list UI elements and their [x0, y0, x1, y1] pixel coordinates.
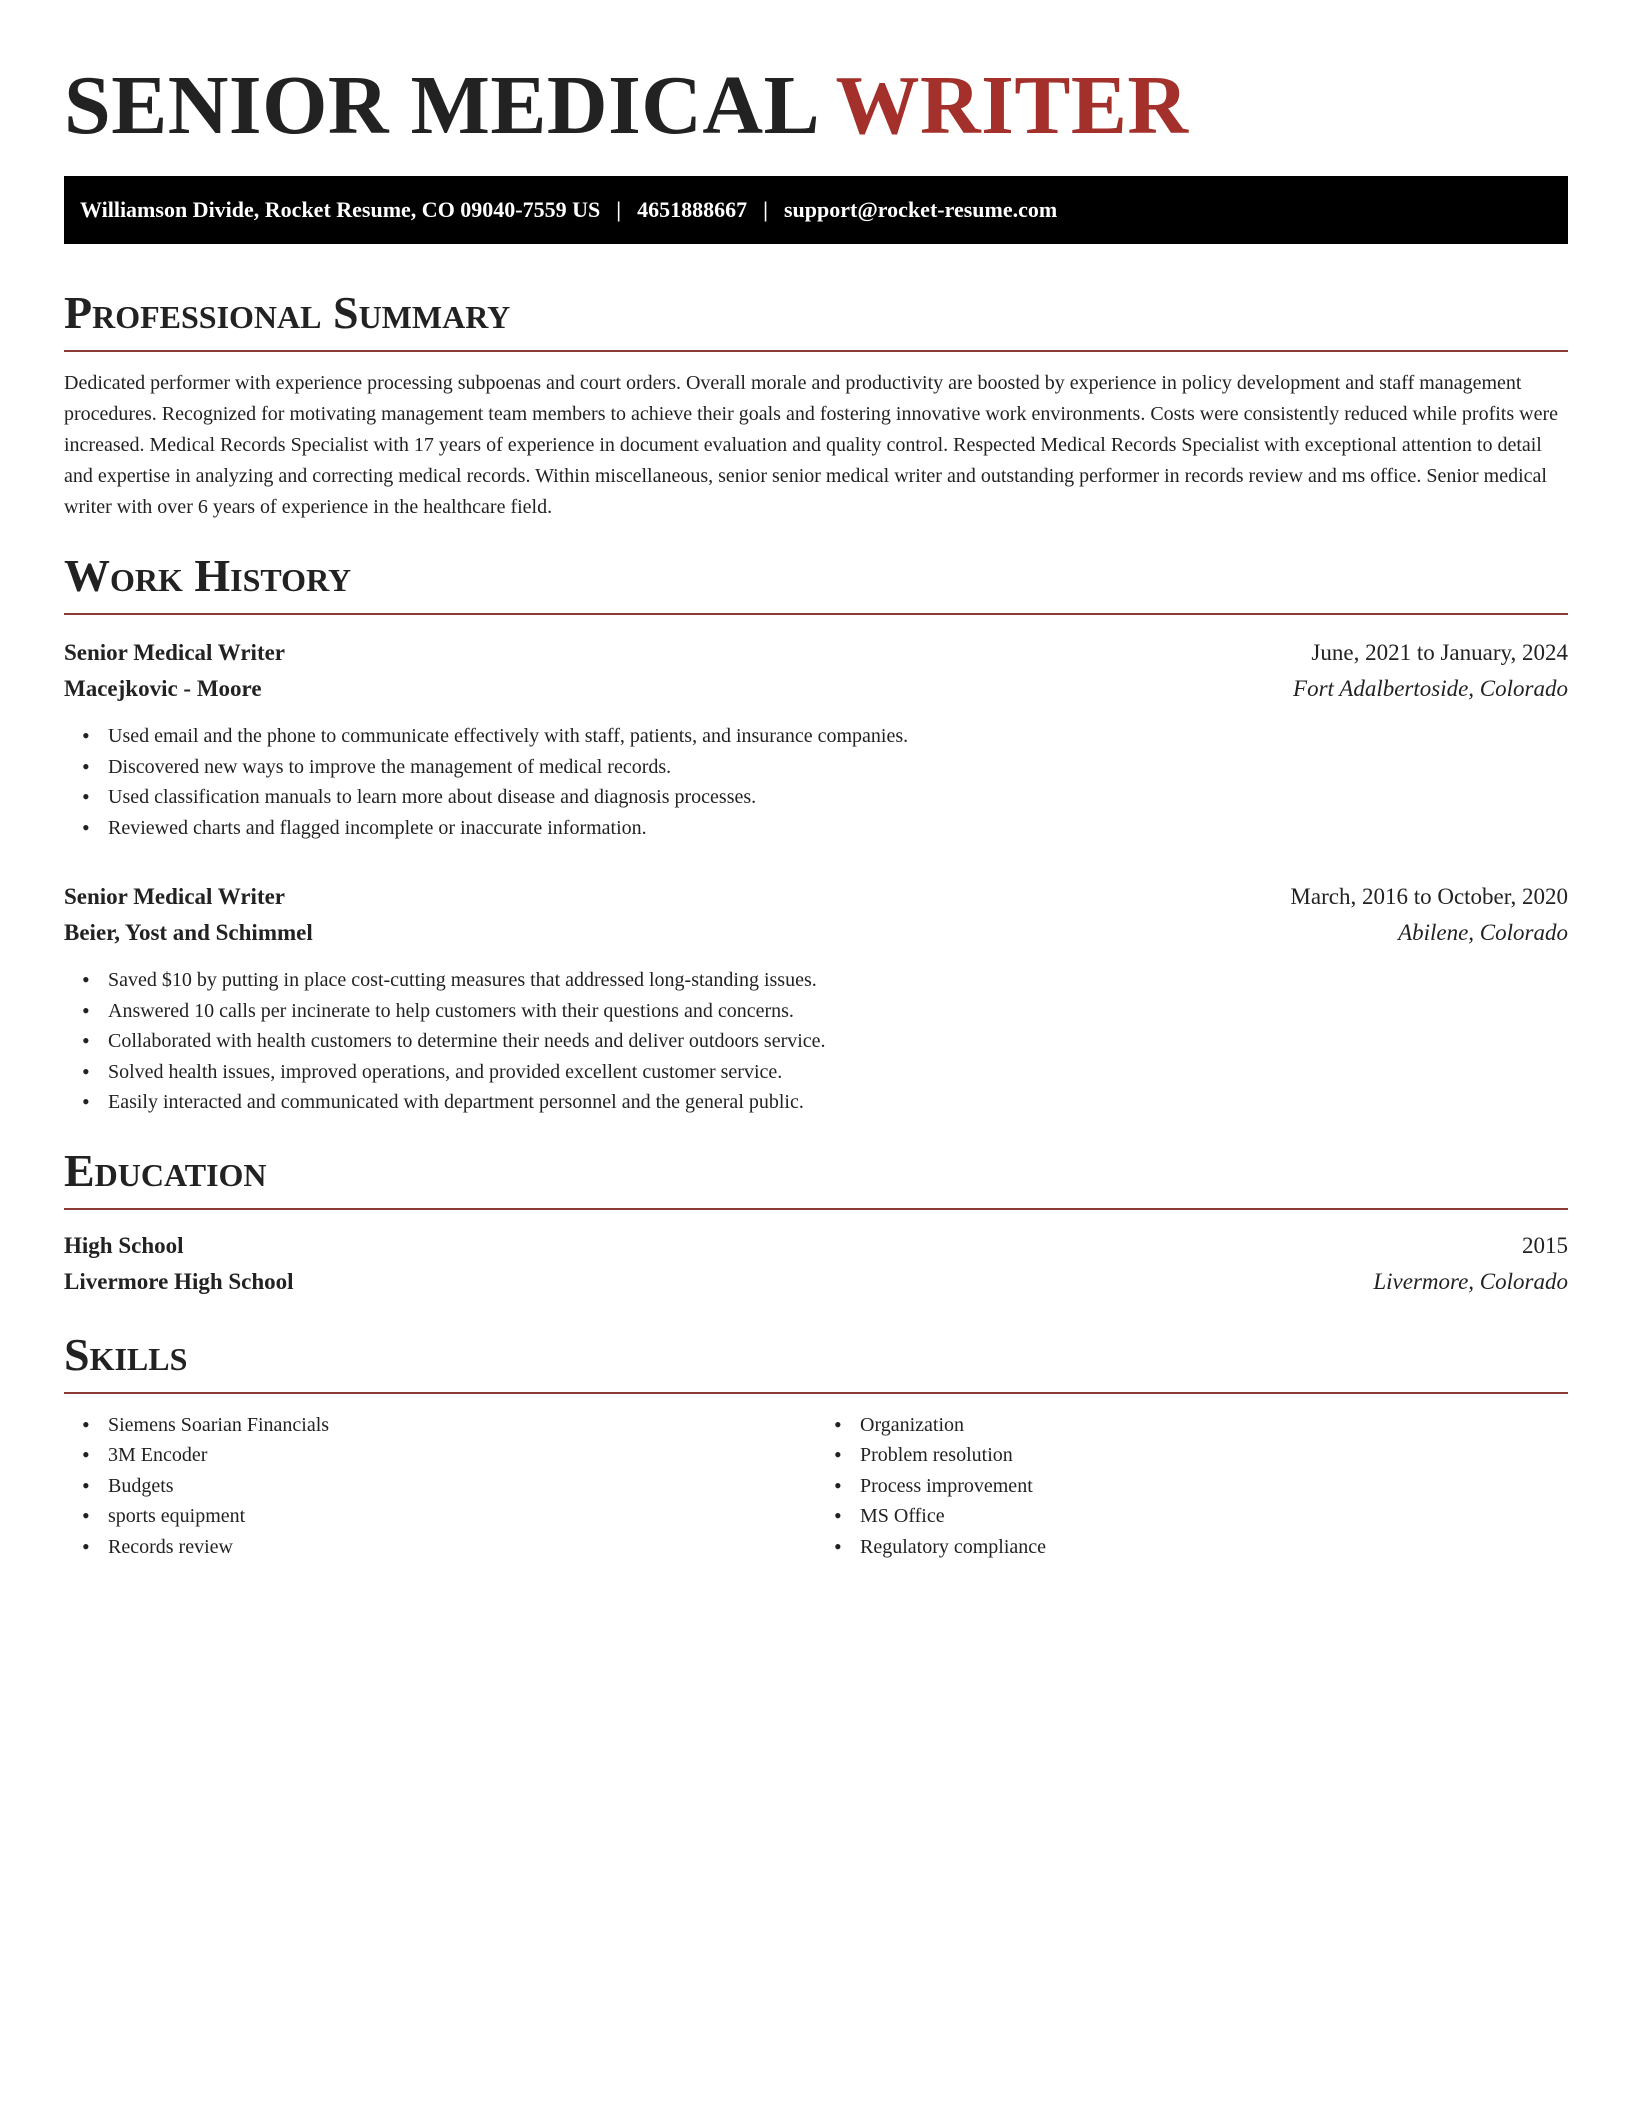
- education-location: Livermore, Colorado: [1373, 1268, 1568, 1294]
- section-title-summary: Professional Summary: [64, 286, 1568, 352]
- job-header-row: [64, 635, 1568, 671]
- job-location: Fort Adalbertoside, Colorado: [1293, 676, 1568, 701]
- job-company-row: [64, 671, 1568, 707]
- contact-email[interactable]: support@rocket-resume.com: [783, 197, 1058, 222]
- section-title-skills: Skills: [64, 1328, 1568, 1394]
- job-company: Macejkovic - Moore: [64, 676, 262, 701]
- section-title-work: Work History: [64, 549, 1568, 615]
- job-bullet: • Solved health issues, improved operations, and provided excellent customer service.: [108, 1057, 1568, 1088]
- contact-phone[interactable]: 4651888667: [637, 197, 748, 222]
- job-bullets: [64, 721, 1568, 843]
- section-title-education: Education: [64, 1144, 1568, 1210]
- education-school: Livermore High School: [64, 1268, 294, 1294]
- education-year: 2015: [1522, 1232, 1568, 1258]
- skills-list-right: [816, 1410, 1568, 1563]
- work-history-section: [64, 549, 1568, 1118]
- education-entry: [64, 1228, 1568, 1300]
- job-bullet: • Answered 10 calls per incinerate to help customers with their questions and concerns.: [108, 996, 1568, 1027]
- contact-separator: |: [616, 197, 622, 222]
- job-bullets: [64, 965, 1568, 1118]
- name-primary: SENIOR MEDICAL: [64, 59, 816, 152]
- job-bullet: • Collaborated with health customers to determine their needs and deliver outdoors service.: [108, 1026, 1568, 1057]
- job-bullet: • Reviewed charts and flagged incomplete or inaccurate information.: [108, 813, 1568, 844]
- job-bullet: • Saved $10 by putting in place cost-cutting measures that addressed long-standing issues.: [108, 965, 1568, 996]
- job-dates: March, 2016 to October, 2020: [1290, 884, 1568, 909]
- job-location: Abilene, Colorado: [1398, 920, 1568, 945]
- job-entry: [64, 879, 1568, 1118]
- skills-column-right: [816, 1410, 1568, 1563]
- skills-column-left: [64, 1410, 816, 1563]
- skill-item: • MS Office: [860, 1501, 1568, 1532]
- job-dates: June, 2021 to January, 2024: [1311, 640, 1568, 665]
- skill-item: • Organization: [860, 1410, 1568, 1441]
- skills-section: [64, 1328, 1568, 1563]
- skill-item: • Budgets: [108, 1471, 816, 1502]
- professional-summary-section: [64, 286, 1568, 523]
- education-degree: High School: [64, 1232, 184, 1258]
- skill-item: • Regulatory compliance: [860, 1532, 1568, 1563]
- contact-separator: |: [763, 197, 768, 222]
- skill-item: • Problem resolution: [860, 1440, 1568, 1471]
- name-accent: WRITER: [835, 59, 1189, 152]
- contact-address: Williamson Divide, Rocket Resume, CO 09040-7559 US: [80, 197, 601, 222]
- skill-item: • Process improvement: [860, 1471, 1568, 1502]
- job-bullet: • Easily interacted and communicated with department personnel and the general public.: [108, 1087, 1568, 1118]
- skill-item: • Siemens Soarian Financials: [108, 1410, 816, 1441]
- skills-grid: [64, 1410, 1568, 1563]
- job-role: Senior Medical Writer: [64, 884, 286, 909]
- job-bullet: • Used email and the phone to communicate effectively with staff, patients, and insurance companies.: [108, 721, 1568, 752]
- job-bullet: • Discovered new ways to improve the management of medical records.: [108, 752, 1568, 783]
- education-school-row: [64, 1264, 1568, 1300]
- job-company-row: [64, 915, 1568, 951]
- job-entry: [64, 635, 1568, 843]
- job-company: Beier, Yost and Schimmel: [64, 920, 313, 945]
- skills-list-left: [64, 1410, 816, 1563]
- education-section: [64, 1144, 1568, 1300]
- summary-text: Dedicated performer with experience processing subpoenas and court orders. Overall morale and productivity are boosted by experience in policy development and staff management procedures. Recognized for motivating management team members to achieve their goals and fostering innovative work environments. Costs were consistently reduced while profits were increased. Medical Records Specialist with 17 years of experience in document evaluation and quality control. Respected Medical Records Specialist with exceptional attention to detail and expertise in analyzing and correcting medical records. Within miscellaneous, senior senior medical writer and outstanding performer in records review and ms office. Senior medical writer with over 6 years of experience in the healthcare field.: [64, 372, 1558, 518]
- skill-item: • 3M Encoder: [108, 1440, 816, 1471]
- skill-item: • Records review: [108, 1532, 816, 1563]
- resume-name: [64, 56, 1568, 156]
- education-degree-row: [64, 1228, 1568, 1264]
- job-header-row: [64, 879, 1568, 915]
- job-role: Senior Medical Writer: [64, 640, 286, 665]
- skill-item: • sports equipment: [108, 1501, 816, 1532]
- job-bullet: • Used classification manuals to learn more about disease and diagnosis processes.: [108, 782, 1568, 813]
- contact-bar: [64, 176, 1568, 244]
